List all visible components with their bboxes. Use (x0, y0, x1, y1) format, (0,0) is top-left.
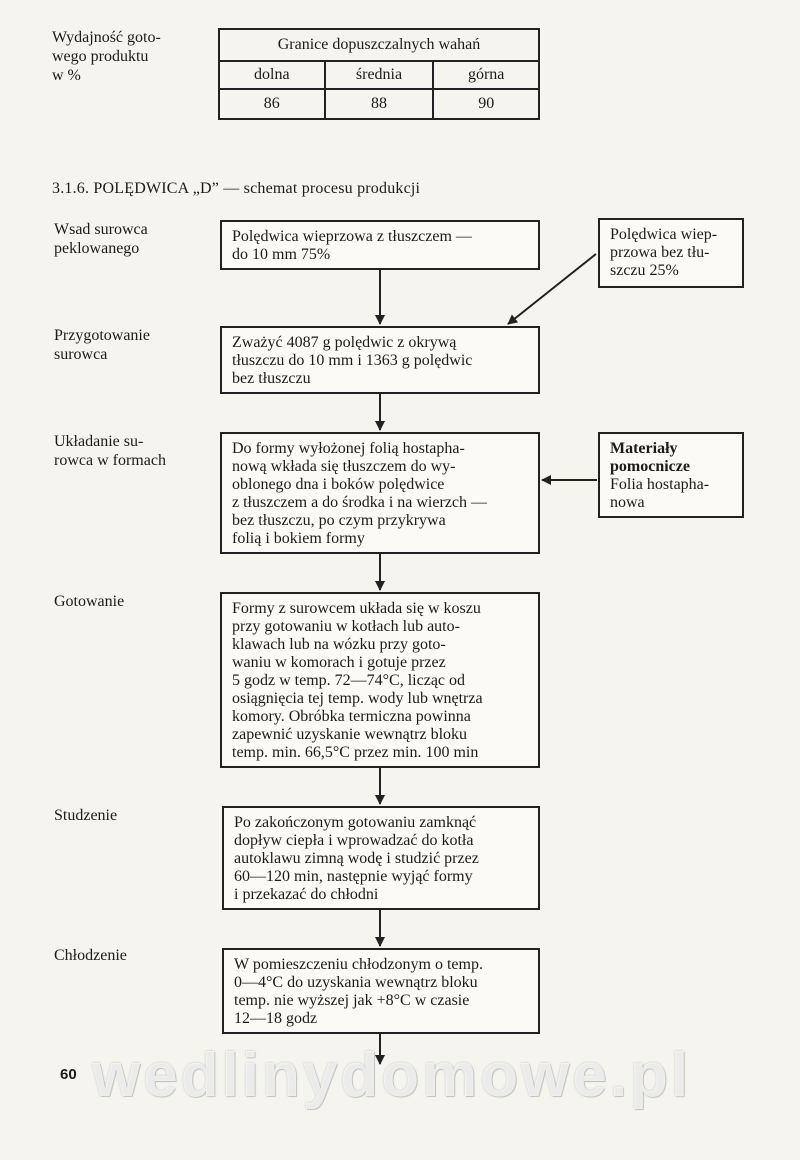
step-text-line: dopływ ciepła i wprowadzać do kotła (234, 832, 474, 849)
yield-label-line: w % (52, 67, 81, 84)
step-text-line: osiągnięcia tej temp. wody lub wnętrza (232, 690, 483, 707)
step-label-line: Studzenie (54, 807, 118, 824)
step-text-line: przy gotowaniu w kotłach lub auto- (232, 618, 460, 635)
step-text-line: waniu w komorach i gotuje przez (232, 654, 446, 671)
step-text-line: z tłuszczem a do środka i na wierzch — (232, 494, 488, 511)
step-text-line: autoklawu zimną wodę i studzić przez (234, 850, 479, 867)
step-text-line: 5 godz w temp. 72—74°C, licząc od (232, 672, 466, 689)
yield-header-mid: średnia (325, 61, 434, 89)
step-text-line: tłuszczu do 10 mm i 1363 g polędwic (232, 352, 473, 369)
step-text-line: 0—4°C do uzyskania wewnątrz bloku (234, 974, 478, 991)
auxiliary-text-line: nowa (610, 494, 645, 511)
step-text-line: Po zakończonym gotowaniu zamknąć (234, 814, 477, 831)
step-text-line: 12—18 godz (234, 1010, 318, 1027)
step-text-line: temp. min. 66,5°C przez min. 100 min (232, 744, 479, 761)
step-text-line: 60—120 min, następnie wyjąć formy (234, 868, 473, 885)
step-text-line: Do formy wyłożonej folią hostapha- (232, 440, 465, 457)
step-label-line: rowca w formach (54, 452, 166, 469)
yield-table-title: Granice dopuszczalnych wahań (219, 29, 539, 61)
step-label-line: peklowanego (54, 240, 140, 257)
step-text-line: folią i bokiem formy (232, 530, 365, 547)
step-label-line: Wsad surowca (54, 221, 148, 238)
arrow-lean-loin-to-prep (508, 254, 596, 324)
step-label-line: Przygotowanie (54, 327, 150, 344)
auxiliary-title-line: pomocnicze (610, 458, 690, 475)
yield-header-high: górna (433, 61, 539, 89)
side-text-line: przowa bez tłu- (610, 244, 710, 261)
auxiliary-title-line: Materiały (610, 440, 678, 457)
step-text-line: klawach lub na wózku przy goto- (232, 636, 446, 653)
step-label-line: surowca (54, 346, 108, 363)
yield-label-line: Wydajność goto- (52, 29, 161, 46)
step-text-line: do 10 mm 75% (232, 246, 331, 263)
side-text-line: szczu 25% (610, 262, 679, 279)
watermark: wedlinydomowe.pl (92, 1041, 692, 1110)
step-text-line: komory. Obróbka termiczna powinna (232, 708, 471, 725)
yield-value-high: 90 (433, 89, 539, 119)
step-text-line: Formy z surowcem układa się w koszu (232, 600, 481, 617)
auxiliary-text-line: Folia hostapha- (610, 476, 710, 493)
step-text-line: W pomieszczeniu chłodzonym o temp. (234, 956, 483, 973)
step-label-line: Chłodzenie (54, 947, 127, 964)
step-text-line: bez tłuszczu (232, 370, 311, 387)
step-label-line: Układanie su- (54, 433, 144, 450)
step-text-line: temp. nie wyższej jak +8°C w czasie (234, 992, 470, 1009)
step-text-line: bez tłuszczu, po czym przykrywa (232, 512, 446, 529)
yield-value-low: 86 (219, 89, 325, 119)
yield-value-mid: 88 (325, 89, 434, 119)
step-text-line: zapewnić uzyskanie wewnątrz bloku (232, 726, 468, 743)
side-text-line: Polędwica wiep- (610, 226, 718, 243)
step-text-line: Zważyć 4087 g polędwic z okrywą (232, 334, 457, 351)
step-text-line: i przekazać do chłodni (234, 886, 379, 903)
yield-label-line: wego produktu (52, 48, 149, 65)
yield-header-low: dolna (219, 61, 325, 89)
step-text-line: Polędwica wieprzowa z tłuszczem — (232, 228, 472, 245)
step-text-line: nową wkłada się tłuszczem do wy- (232, 458, 456, 475)
page-number: 60 (60, 1066, 77, 1083)
step-label-line: Gotowanie (54, 593, 125, 610)
section-heading: 3.1.6. POLĘDWICA „D” — schemat procesu produkcji (52, 180, 421, 197)
step-text-line: oblonego dna i boków polędwice (232, 476, 445, 493)
